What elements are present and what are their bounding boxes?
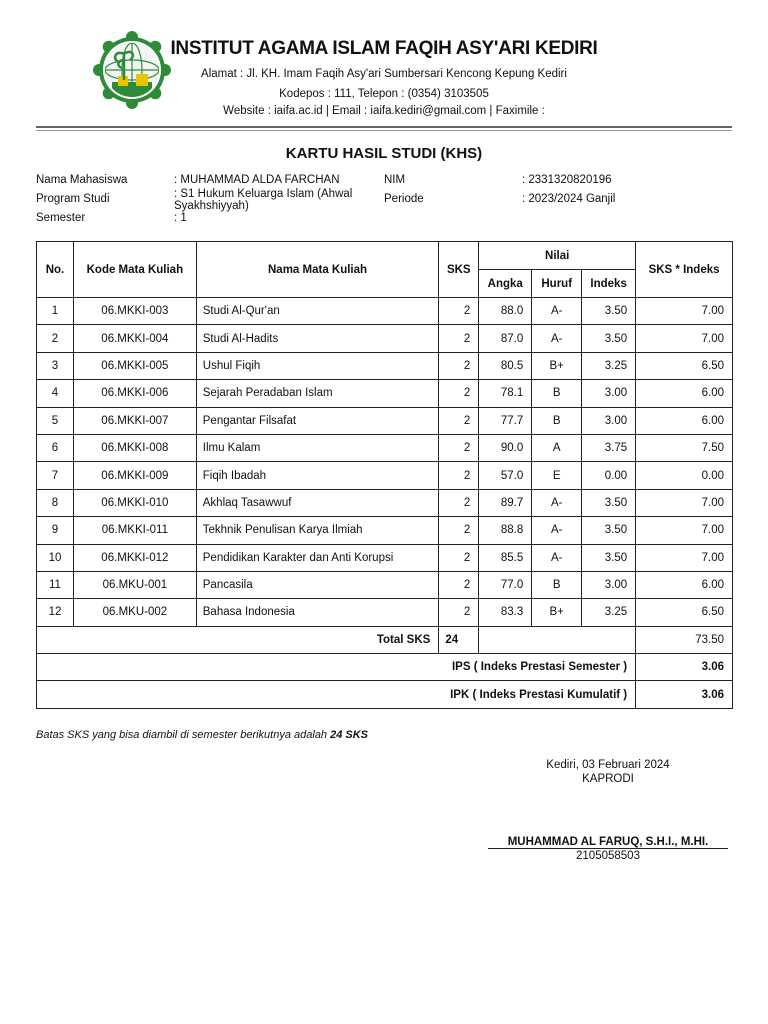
table-row xyxy=(37,544,733,571)
row-sks: 2 xyxy=(439,571,479,598)
ips-value: 3.06 xyxy=(636,654,733,681)
header-course-code: Kode Mata Kuliah xyxy=(73,242,196,298)
row-no: 5 xyxy=(37,407,74,434)
row-no: 8 xyxy=(37,489,74,516)
student-name-label: Nama Mahasiswa xyxy=(36,174,128,186)
row-angka: 77.7 xyxy=(479,407,532,434)
address-line-3: Website : iaifa.ac.id | Email : iaifa.kediri@gmail.com | Faximile : xyxy=(223,105,545,117)
row-huruf: B xyxy=(532,380,582,407)
table-row xyxy=(37,571,733,598)
row-angka: 89.7 xyxy=(479,489,532,516)
row-course-name: Pengantar Filsafat xyxy=(196,407,439,434)
row-sks: 2 xyxy=(439,325,479,352)
row-course-code: 06.MKKI-011 xyxy=(73,517,196,544)
row-no: 7 xyxy=(37,462,74,489)
row-indeks: 3.00 xyxy=(582,407,636,434)
row-course-code: 06.MKKI-008 xyxy=(73,434,196,461)
row-sks: 2 xyxy=(439,407,479,434)
total-empty-cell xyxy=(479,626,636,653)
row-indeks: 3.50 xyxy=(582,325,636,352)
row-course-name: Ushul Fiqih xyxy=(196,352,439,379)
semester-value: : 1 xyxy=(174,212,187,224)
row-course-code: 06.MKKI-012 xyxy=(73,544,196,571)
row-course-code: 06.MKKI-006 xyxy=(73,380,196,407)
row-angka: 57.0 xyxy=(479,462,532,489)
row-course-name: Pendidikan Karakter dan Anti Korupsi xyxy=(196,544,439,571)
row-no: 6 xyxy=(37,434,74,461)
signatory-id: 2105058503 xyxy=(576,850,640,862)
row-angka: 88.0 xyxy=(479,298,532,325)
nim-value: : 2331320820196 xyxy=(522,174,612,186)
row-no: 10 xyxy=(37,544,74,571)
table-row xyxy=(37,517,733,544)
row-course-name: Studi Al-Hadits xyxy=(196,325,439,352)
period-value: : 2023/2024 Ganjil xyxy=(522,193,616,205)
row-course-name: Sejarah Peradaban Islam xyxy=(196,380,439,407)
row-angka: 90.0 xyxy=(479,434,532,461)
table-row xyxy=(37,599,733,626)
row-course-name: Pancasila xyxy=(196,571,439,598)
program-value: : S1 Hukum Keluarga Islam (Ahwal Syakhshiyyah) xyxy=(174,188,353,212)
row-sks-indeks: 6.50 xyxy=(636,352,733,379)
row-angka: 85.5 xyxy=(479,544,532,571)
table-row xyxy=(37,489,733,516)
header-divider-thin xyxy=(36,130,732,131)
row-indeks: 3.00 xyxy=(582,571,636,598)
row-indeks: 3.50 xyxy=(582,298,636,325)
program-label: Program Studi xyxy=(36,193,110,205)
row-sks-indeks: 6.50 xyxy=(636,599,733,626)
table-row xyxy=(37,298,733,325)
row-huruf: A xyxy=(532,434,582,461)
total-sks-indeks-value: 73.50 xyxy=(636,626,733,653)
row-sks: 2 xyxy=(439,434,479,461)
row-sks-indeks: 6.00 xyxy=(636,380,733,407)
row-no: 1 xyxy=(37,298,74,325)
row-course-code: 06.MKKI-007 xyxy=(73,407,196,434)
row-huruf: A- xyxy=(532,489,582,516)
table-row xyxy=(37,407,733,434)
table-row xyxy=(37,352,733,379)
row-huruf: A- xyxy=(532,544,582,571)
ips-label: IPS ( Indeks Prestasi Semester ) xyxy=(37,654,636,681)
row-indeks: 3.00 xyxy=(582,380,636,407)
period-label: Periode xyxy=(384,193,424,205)
row-course-code: 06.MKKI-004 xyxy=(73,325,196,352)
row-course-name: Bahasa Indonesia xyxy=(196,599,439,626)
row-angka: 77.0 xyxy=(479,571,532,598)
row-sks: 2 xyxy=(439,380,479,407)
header-sks-indeks: SKS * Indeks xyxy=(636,242,733,298)
row-no: 12 xyxy=(37,599,74,626)
semester-label: Semester xyxy=(36,212,86,224)
nim-label: NIM xyxy=(384,174,406,186)
row-huruf: A- xyxy=(532,517,582,544)
row-course-name: Tekhnik Penulisan Karya Ilmiah xyxy=(196,517,439,544)
row-sks: 2 xyxy=(439,599,479,626)
table-row xyxy=(37,325,733,352)
row-angka: 78.1 xyxy=(479,380,532,407)
row-sks-indeks: 7.00 xyxy=(636,544,733,571)
row-sks-indeks: 7.00 xyxy=(636,325,733,352)
header-sks: SKS xyxy=(439,242,479,298)
grades-table xyxy=(36,241,733,709)
row-course-code: 06.MKKI-003 xyxy=(73,298,196,325)
row-no: 3 xyxy=(37,352,74,379)
institution-name: INSTITUT AGAMA ISLAM FAQIH ASY'ARI KEDIRI xyxy=(170,38,598,59)
row-huruf: B+ xyxy=(532,599,582,626)
header-no: No. xyxy=(37,242,74,298)
ipk-label: IPK ( Indeks Prestasi Kumulatif ) xyxy=(37,681,636,708)
row-angka: 87.0 xyxy=(479,325,532,352)
row-sks: 2 xyxy=(439,298,479,325)
row-course-name: Akhlaq Tasawwuf xyxy=(196,489,439,516)
header-nilai: Nilai xyxy=(479,242,636,270)
header-divider-thick xyxy=(36,126,732,128)
row-no: 4 xyxy=(37,380,74,407)
letterhead xyxy=(36,30,732,122)
row-indeks: 3.50 xyxy=(582,489,636,516)
table-row xyxy=(37,434,733,461)
row-course-code: 06.MKU-002 xyxy=(73,599,196,626)
header-indeks: Indeks xyxy=(582,270,636,298)
header-course-name: Nama Mata Kuliah xyxy=(196,242,439,298)
signature-place-date: Kediri, 03 Februari 2024 xyxy=(546,759,670,771)
row-sks: 2 xyxy=(439,352,479,379)
row-sks-indeks: 6.00 xyxy=(636,407,733,434)
header-angka: Angka xyxy=(479,270,532,298)
sks-limit-note xyxy=(36,729,368,741)
row-course-code: 06.MKKI-010 xyxy=(73,489,196,516)
grade-rows xyxy=(37,298,733,627)
row-sks-indeks: 7.50 xyxy=(636,434,733,461)
total-sks-label: Total SKS xyxy=(37,626,439,653)
row-huruf: B xyxy=(532,407,582,434)
row-no: 9 xyxy=(37,517,74,544)
row-sks-indeks: 7.00 xyxy=(636,517,733,544)
row-indeks: 3.50 xyxy=(582,544,636,571)
row-course-name: Fiqih Ibadah xyxy=(196,462,439,489)
row-sks: 2 xyxy=(439,462,479,489)
row-sks-indeks: 7.00 xyxy=(636,489,733,516)
address-line-1: Alamat : Jl. KH. Imam Faqih Asy'ari Sumbersari Kencong Kepung Kediri xyxy=(201,68,567,80)
table-row xyxy=(37,380,733,407)
sks-limit-text: Batas SKS yang bisa diambil di semester berikutnya adalah xyxy=(36,729,331,741)
row-huruf: A- xyxy=(532,298,582,325)
row-course-code: 06.MKKI-009 xyxy=(73,462,196,489)
row-huruf: A- xyxy=(532,325,582,352)
row-course-name: Ilmu Kalam xyxy=(196,434,439,461)
row-sks-indeks: 0.00 xyxy=(636,462,733,489)
row-no: 2 xyxy=(37,325,74,352)
row-huruf: E xyxy=(532,462,582,489)
row-sks: 2 xyxy=(439,544,479,571)
row-indeks: 0.00 xyxy=(582,462,636,489)
row-angka: 88.8 xyxy=(479,517,532,544)
page-title: KARTU HASIL STUDI (KHS) xyxy=(285,145,483,162)
row-sks-indeks: 7.00 xyxy=(636,298,733,325)
sks-limit-value: 24 SKS xyxy=(330,729,369,741)
header-huruf: Huruf xyxy=(532,270,582,298)
row-course-code: 06.MKU-001 xyxy=(73,571,196,598)
row-angka: 83.3 xyxy=(479,599,532,626)
row-huruf: B xyxy=(532,571,582,598)
row-huruf: B+ xyxy=(532,352,582,379)
row-indeks: 3.25 xyxy=(582,352,636,379)
total-sks-value: 24 xyxy=(439,626,479,653)
row-sks-indeks: 6.00 xyxy=(636,571,733,598)
ipk-value: 3.06 xyxy=(636,681,733,708)
row-indeks: 3.75 xyxy=(582,434,636,461)
row-no: 11 xyxy=(37,571,74,598)
student-name-value: : MUHAMMAD ALDA FARCHAN xyxy=(174,174,340,186)
row-sks: 2 xyxy=(439,517,479,544)
row-angka: 80.5 xyxy=(479,352,532,379)
address-line-2: Kodepos : 111, Telepon : (0354) 3103505 xyxy=(279,88,489,100)
row-indeks: 3.50 xyxy=(582,517,636,544)
signature-role: KAPRODI xyxy=(582,773,634,785)
row-course-name: Studi Al-Qur'an xyxy=(196,298,439,325)
signatory-name: MUHAMMAD AL FARUQ, S.H.I., M.HI. xyxy=(488,836,728,849)
row-indeks: 3.25 xyxy=(582,599,636,626)
table-row xyxy=(37,462,733,489)
row-sks: 2 xyxy=(439,489,479,516)
row-course-code: 06.MKKI-005 xyxy=(73,352,196,379)
